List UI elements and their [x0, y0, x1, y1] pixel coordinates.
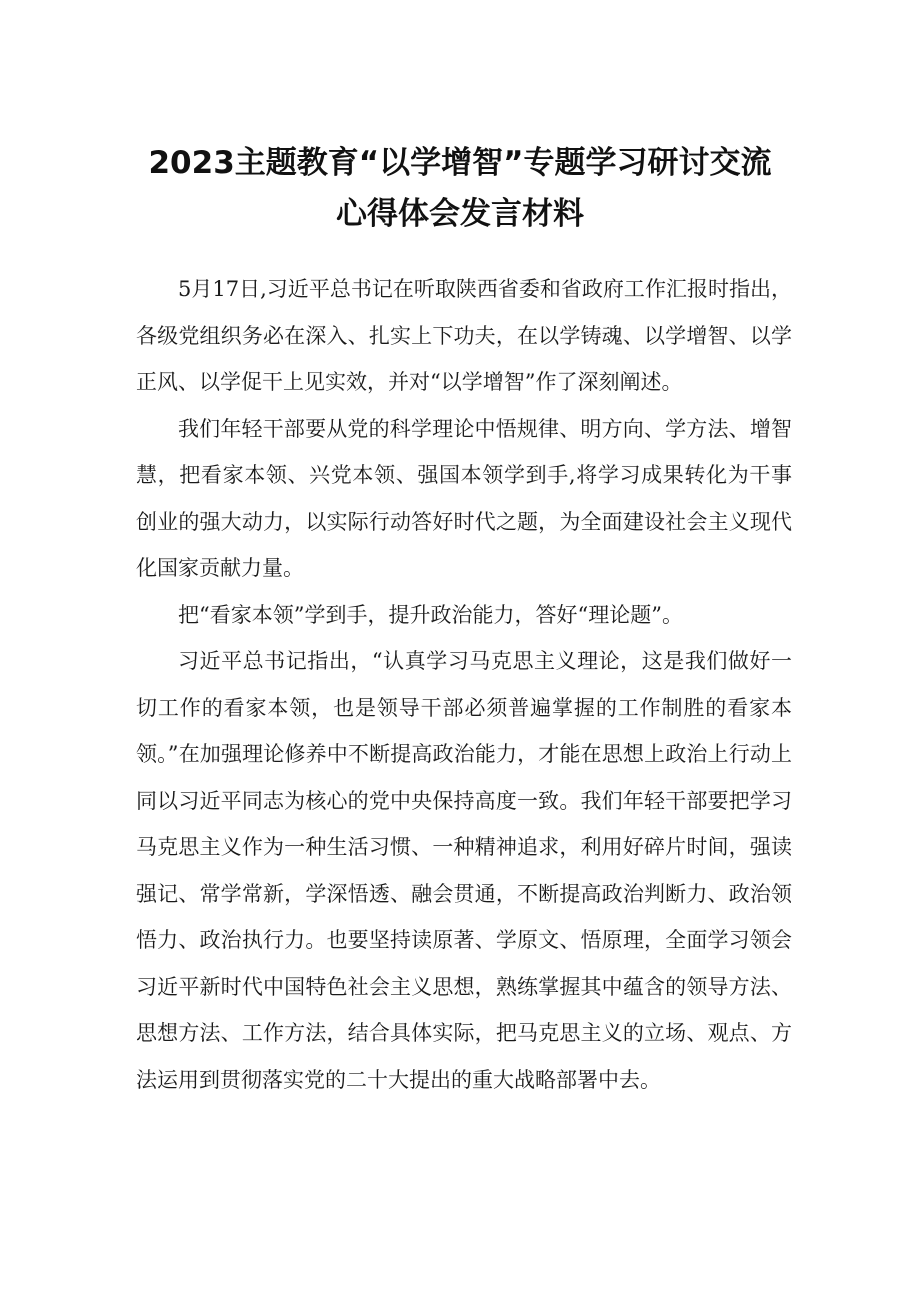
paragraph-1: 5月17日,习近平总书记在听取陕西省委和省政府工作汇报时指出，各级党组织务必在深入、扎实上下功夫，在以学铸魂、以学增智、以学正风、以学促干上见实效，并对“以学增智”作了深刻阐述。: [136, 277, 792, 394]
document-title-line-2: 心得体会发言材料: [336, 196, 584, 232]
paragraph-4: 习近平总书记指出，“认真学习马克思主义理论，这是我们做好一切工作的看家本领，也是领导干部必须普遍掌握的工作制胜的看家本领。”在加强理论修养中不断提高政治能力，才能在思想上政治上行动上同以习近平同志为核心的党中央保持高度一致。我们年轻干部要把学习马克思主义作为一种生活习惯、一种精神追求，利用好碎片时间，强读强记、常学常新，学深悟透、融会贯通，不断提高政治判断力、政治领悟力、政治执行力。也要坚持读原著、学原文、悟原理，全面学习领会习近平新时代中国特色社会主义思想，熟练掌握其中蕴含的领导方法、思想方法、工作方法，结合具体实际，把马克思主义的立场、观点、方法运用到贯彻落实党的二十大提出的重大战略部署中去。: [136, 649, 792, 1092]
document-body: [136, 266, 792, 1103]
document-title-line-1: 2023主题教育“以学增智”专题学习研讨交流: [148, 145, 772, 181]
paragraph-2: 我们年轻干部要从党的科学理论中悟规律、明方向、学方法、增智慧，把看家本领、兴党本领、强国本领学到手,将学习成果转化为干事创业的强大动力，以实际行动答好时代之题，为全面建设社会主义现代化国家贡献力量。: [136, 416, 792, 580]
paragraph-3: 把“看家本领”学到手，提升政治能力，答好“理论题”。: [178, 602, 683, 627]
